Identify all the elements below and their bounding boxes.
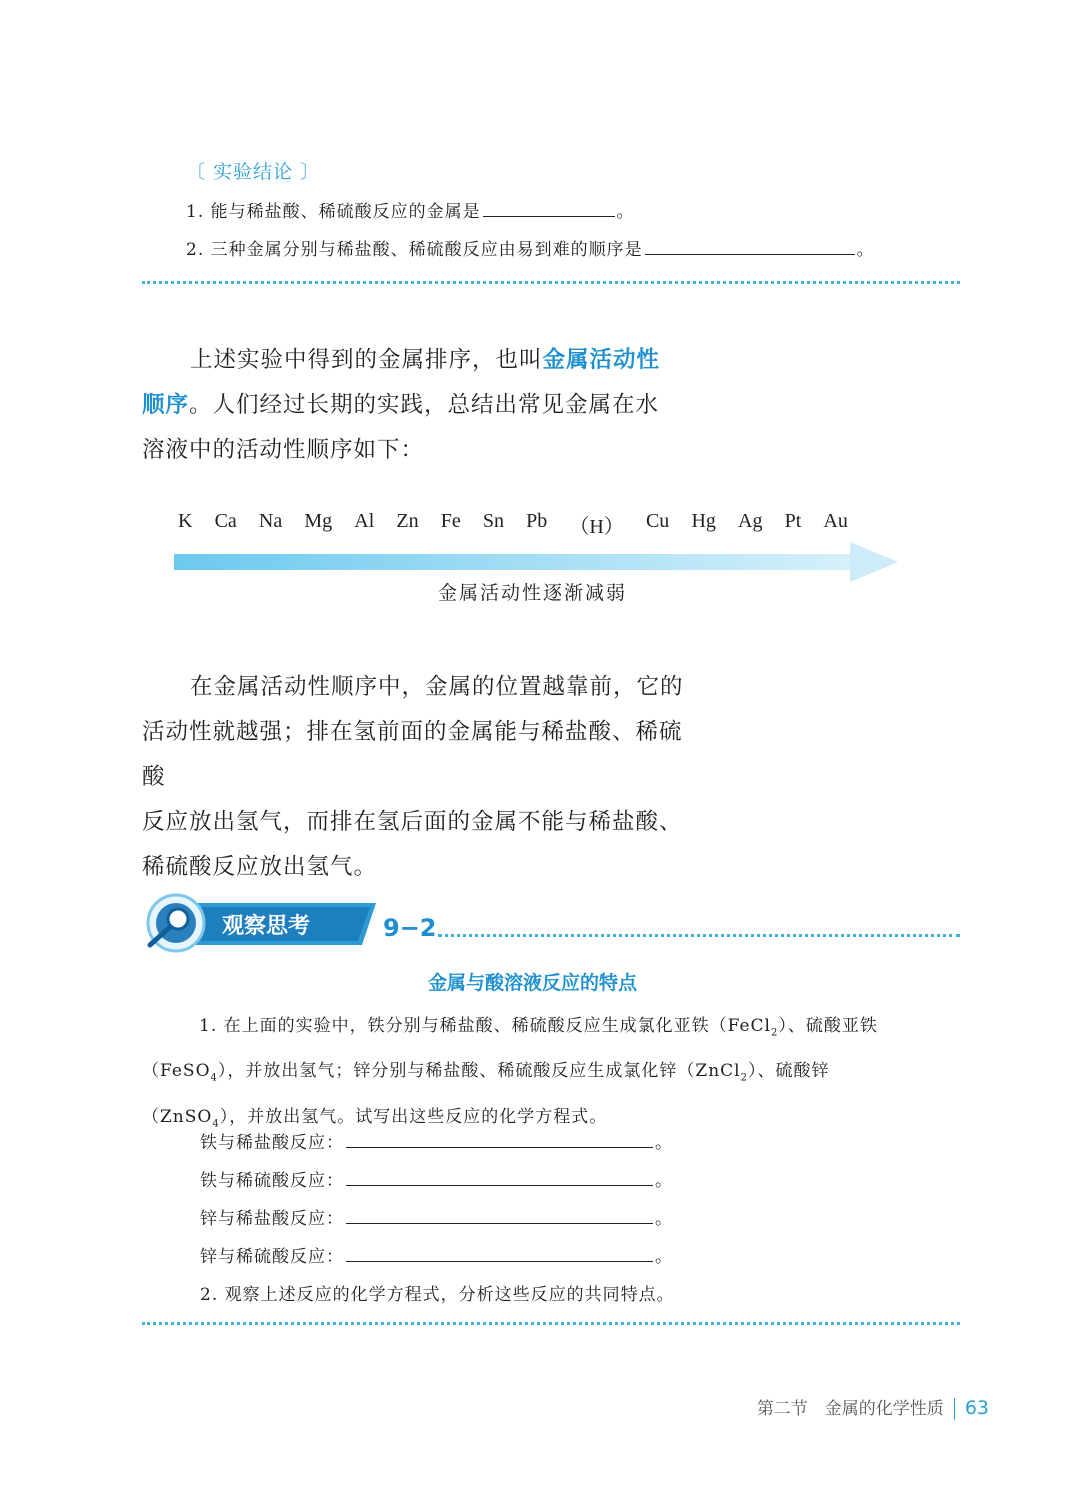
metal-symbol: （H） <box>569 516 624 538</box>
metal-symbol: Hg <box>691 510 716 532</box>
metal-symbol: Zn <box>396 510 419 532</box>
metal-activity-series <box>178 510 848 540</box>
text: 在金属活动性顺序中，金属的位置越靠前，它的 <box>190 674 684 700</box>
metal-symbol: Au <box>823 510 848 532</box>
answer-blank[interactable] <box>346 1167 653 1186</box>
metal-symbol: Pt <box>784 510 802 532</box>
text: 溶液中的活动性顺序如下： <box>142 437 425 463</box>
dotted-divider <box>142 1322 960 1325</box>
answer-blank[interactable] <box>346 1243 653 1262</box>
metal-symbol: K <box>178 510 193 532</box>
fill-line <box>200 1204 673 1229</box>
fill-line <box>200 1166 673 1191</box>
metal-symbol: Pb <box>526 510 548 532</box>
text: ），并放出氢气。试写出这些反应的化学方程式。 <box>219 1106 608 1127</box>
text: （FeSO <box>142 1061 211 1082</box>
conclusion-question-1 <box>186 197 635 222</box>
keyword: 顺序 <box>142 392 190 418</box>
metal-symbol: Ag <box>738 510 763 532</box>
page-number: 63 <box>964 1397 989 1419</box>
text: ）、硫酸亚铁 <box>778 1016 878 1036</box>
conclusion-question-2 <box>186 235 875 260</box>
fill-label: 铁与稀硫酸反应： <box>200 1171 344 1191</box>
metal-symbol: Fe <box>440 510 461 532</box>
observe-think-badge <box>140 893 380 955</box>
answer-blank[interactable] <box>346 1129 653 1148</box>
answer-blank[interactable] <box>346 1205 653 1224</box>
text: ），并放出氢气；锌分别与稀盐酸、稀硫酸反应生成氯化锌（ZnCl <box>217 1061 741 1082</box>
subscript: 4 <box>210 1072 218 1084</box>
paragraph-activity-series <box>142 338 702 473</box>
metal-symbol: Mg <box>304 510 333 532</box>
period: 。 <box>655 1209 673 1229</box>
period: 。 <box>655 1171 673 1191</box>
period: 。 <box>655 1133 673 1153</box>
fill-line <box>200 1242 673 1267</box>
text: 稀硫酸反应放出氢气。 <box>142 854 378 880</box>
metal-symbol: Na <box>258 510 283 532</box>
answer-blank[interactable] <box>645 236 855 255</box>
subscript: 2 <box>740 1072 748 1084</box>
observe-number: 9−2 <box>383 914 437 942</box>
subscript: 2 <box>771 1027 779 1039</box>
text: 反应放出氢气，而排在氢后面的金属不能与稀盐酸、 <box>142 809 683 835</box>
section-tag-conclusion: 〔 实验结论 〕 <box>186 161 321 183</box>
text: 1. 在上面的实验中，铁分别与稀盐酸、稀硫酸反应生成氯化亚铁（FeCl <box>199 1016 771 1036</box>
observe-question-2: 2. 观察上述反应的化学方程式，分析这些反应的共同特点。 <box>200 1285 675 1305</box>
dotted-divider <box>438 934 960 937</box>
period: 。 <box>655 1247 673 1267</box>
paragraph-activity-rule <box>142 665 702 890</box>
text: 上述实验中得到的金属排序，也叫 <box>190 347 543 373</box>
fill-line <box>200 1128 673 1153</box>
text: ）、硫酸锌 <box>747 1061 830 1082</box>
text: （ZnSO <box>142 1106 213 1127</box>
keyword: 金属活动性 <box>542 347 661 373</box>
page-footer <box>757 1394 989 1420</box>
metal-symbol: Al <box>354 510 375 532</box>
observe-title: 金属与酸溶液反应的特点 <box>427 972 637 994</box>
footer-separator <box>954 1398 955 1420</box>
metal-symbol: Ca <box>214 510 237 532</box>
answer-blank[interactable] <box>483 198 615 217</box>
text: 。人们经过长期的实践，总结出常见金属在水 <box>189 392 660 418</box>
period: 。 <box>616 202 635 222</box>
metal-symbol: Cu <box>645 510 670 532</box>
text: 活动性就越强；排在氢前面的金属能与稀盐酸、稀硫酸 <box>142 719 683 790</box>
period: 。 <box>856 240 875 260</box>
question-text: 1. 能与稀盐酸、稀硫酸反应的金属是 <box>186 202 481 222</box>
fill-label: 锌与稀硫酸反应： <box>200 1247 344 1267</box>
arrow-caption: 金属活动性逐渐减弱 <box>437 582 627 604</box>
fill-label: 铁与稀盐酸反应： <box>200 1133 344 1153</box>
question-text: 2. 三种金属分别与稀盐酸、稀硫酸反应由易到难的顺序是 <box>186 240 643 260</box>
badge-label: 观察思考 <box>222 914 311 939</box>
metal-symbol: Sn <box>482 510 505 532</box>
subscript: 4 <box>212 1118 220 1130</box>
footer-section: 第二节 金属的化学性质 <box>756 1399 944 1419</box>
fill-label: 锌与稀盐酸反应： <box>200 1209 344 1229</box>
dotted-divider <box>142 281 960 284</box>
observe-question-1 <box>142 1007 955 1143</box>
